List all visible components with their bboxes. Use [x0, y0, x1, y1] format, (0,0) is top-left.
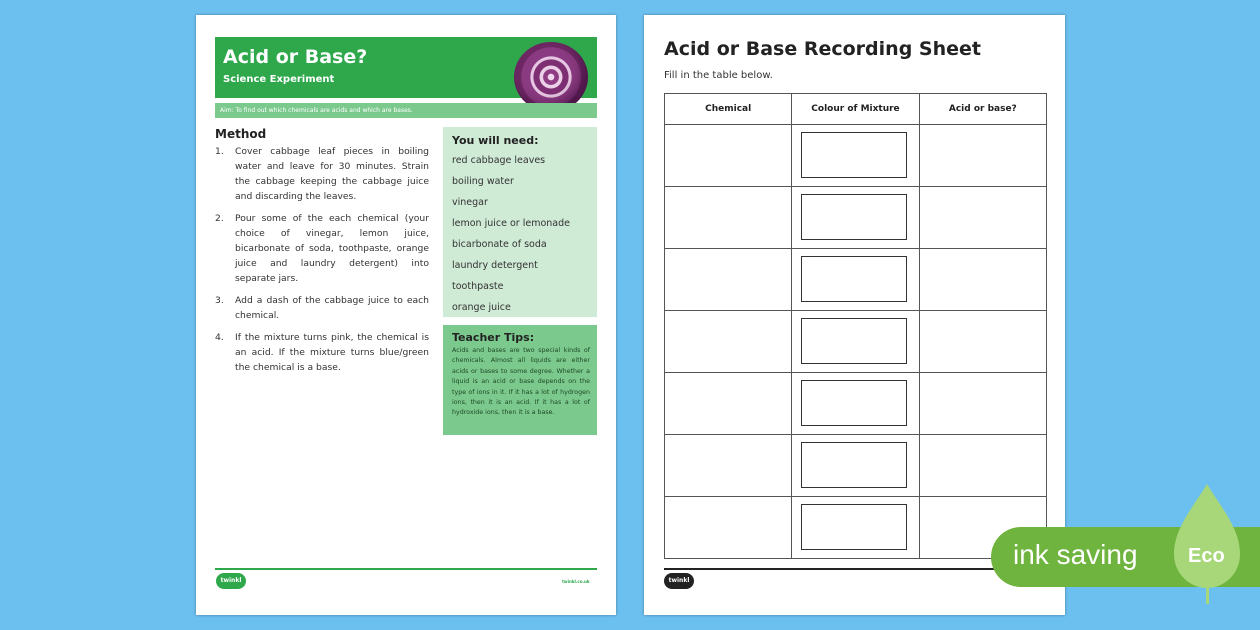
teacher-tips-heading: Teacher Tips:: [452, 331, 535, 344]
colour-swatch-box[interactable]: [801, 318, 907, 364]
experiment-page: [196, 15, 616, 615]
method-heading: Method: [215, 127, 267, 141]
colour-swatch-box[interactable]: [801, 256, 907, 302]
colour-cell[interactable]: [792, 125, 919, 187]
table-header-row: [665, 94, 1047, 125]
table-row: [665, 187, 1047, 249]
colour-swatch-box[interactable]: [801, 132, 907, 178]
column-header-chemical: Chemical: [665, 94, 792, 125]
footer-url: twinkl.co.uk: [562, 579, 590, 584]
material-item: laundry detergent: [452, 260, 538, 271]
step-number: 2.: [215, 213, 224, 224]
footer-divider: [664, 568, 1047, 570]
twinkl-logo: twinkl: [664, 573, 694, 589]
table-row: [665, 373, 1047, 435]
teacher-tips-text: Acids and bases are two special kinds of chemicals. Almost all liquids are either acids or bases to some degree. Whether a liquid is an acid or base depends on the type of ions in it. If it has a lot of hydrogen ions, then it is an acid. If it has a lot of hydroxide ions, then it is a base.: [452, 347, 590, 417]
colour-cell[interactable]: [792, 249, 919, 311]
step-number: 4.: [215, 332, 224, 343]
colour-cell[interactable]: [792, 435, 919, 497]
step-number: 1.: [215, 146, 224, 157]
leaf-icon: [1172, 484, 1242, 588]
red-cabbage-image: [514, 42, 588, 112]
chemical-cell[interactable]: [665, 249, 792, 311]
eco-label: Eco: [1188, 545, 1225, 567]
table-row: [665, 435, 1047, 497]
colour-swatch-box[interactable]: [801, 504, 907, 550]
colour-cell[interactable]: [792, 373, 919, 435]
sheet-title: Acid or Base Recording Sheet: [664, 38, 981, 60]
material-item: bicarbonate of soda: [452, 239, 547, 250]
acid-or-base-cell[interactable]: [919, 435, 1046, 497]
table-row: [665, 249, 1047, 311]
acid-or-base-cell[interactable]: [919, 311, 1046, 373]
colour-swatch-box[interactable]: [801, 380, 907, 426]
twinkl-logo: twinkl: [216, 573, 246, 589]
recording-table-body: [665, 125, 1047, 559]
method-step: [215, 330, 429, 375]
step-text: Cover cabbage leaf pieces in boiling water and leave for 30 minutes. Strain the cabbage keeping the cabbage juice and discarding the leaves.: [235, 146, 429, 202]
leaf-stem: [1206, 580, 1209, 604]
colour-cell[interactable]: [792, 187, 919, 249]
colour-cell[interactable]: [792, 497, 919, 559]
acid-or-base-cell[interactable]: [919, 187, 1046, 249]
materials-list: [452, 150, 570, 318]
method-step: [215, 293, 429, 323]
column-header-colour: Colour of Mixture: [792, 94, 919, 125]
footer-divider: [215, 568, 597, 570]
page-title: Acid or Base?: [223, 46, 368, 68]
column-header-acid-or-base: Acid or base?: [919, 94, 1046, 125]
step-number: 3.: [215, 295, 224, 306]
chemical-cell[interactable]: [665, 435, 792, 497]
material-item: lemon juice or lemonade: [452, 218, 570, 229]
chemical-cell[interactable]: [665, 311, 792, 373]
chemical-cell[interactable]: [665, 125, 792, 187]
material-item: orange juice: [452, 302, 511, 313]
material-item: red cabbage leaves: [452, 155, 546, 166]
recording-table: [664, 93, 1047, 559]
step-text: Pour some of the each chemical (your choice of vinegar, lemon juice, bicarbonate of soda, toothpaste, orange juice and laundry detergent) into separate jars.: [235, 213, 429, 284]
step-text: If the mixture turns pink, the chemical is an acid. If the mixture turns blue/green the chemical is a base.: [235, 332, 429, 373]
colour-cell[interactable]: [792, 311, 919, 373]
method-step: [215, 144, 429, 204]
sheet-instructions: Fill in the table below.: [664, 70, 773, 81]
teacher-tips-box: [443, 325, 597, 435]
step-text: Add a dash of the cabbage juice to each chemical.: [235, 295, 429, 321]
chemical-cell[interactable]: [665, 373, 792, 435]
material-item: vinegar: [452, 197, 488, 208]
material-item: boiling water: [452, 176, 514, 187]
method-steps: [215, 144, 429, 382]
acid-or-base-cell[interactable]: [919, 249, 1046, 311]
chemical-cell[interactable]: [665, 497, 792, 559]
chemical-cell[interactable]: [665, 187, 792, 249]
acid-or-base-cell[interactable]: [919, 373, 1046, 435]
acid-or-base-cell[interactable]: [919, 125, 1046, 187]
table-row: [665, 311, 1047, 373]
table-row: [665, 497, 1047, 559]
colour-swatch-box[interactable]: [801, 194, 907, 240]
table-row: [665, 125, 1047, 187]
recording-sheet-page: [644, 15, 1065, 615]
you-will-need-heading: You will need:: [452, 134, 539, 147]
you-will-need-box: [443, 127, 597, 317]
aim-bar: Aim: To find out which chemicals are acids and which are bases.: [215, 103, 597, 118]
method-step: [215, 211, 429, 286]
ink-saving-label: ink saving: [1013, 539, 1138, 570]
page-subtitle: Science Experiment: [223, 74, 335, 85]
colour-swatch-box[interactable]: [801, 442, 907, 488]
material-item: toothpaste: [452, 281, 504, 292]
